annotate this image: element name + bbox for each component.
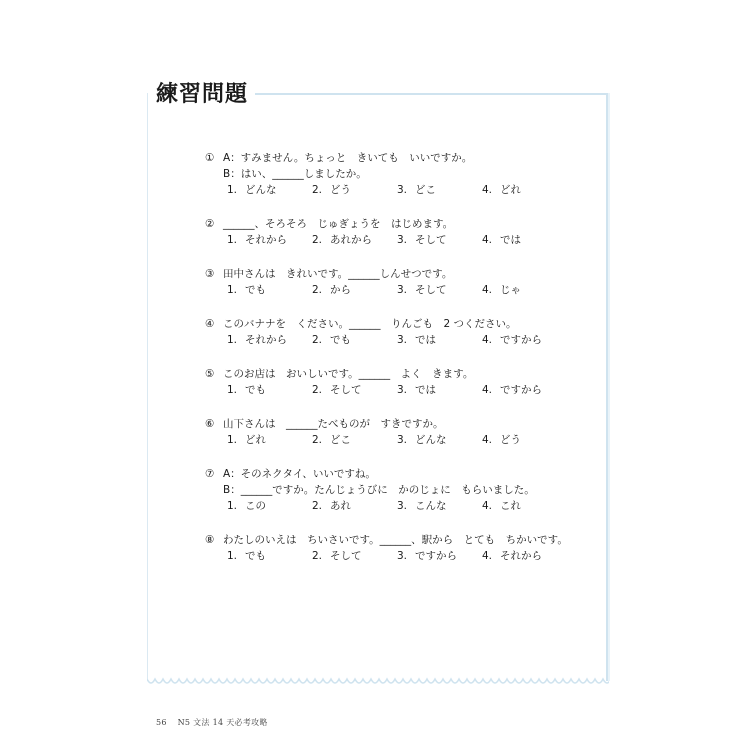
- question-text: 田中さんは きれいです。______しんせつです。: [223, 268, 453, 280]
- choice-text: どう: [500, 434, 521, 446]
- answer-choice: [312, 432, 397, 448]
- choice-number: 4.: [482, 384, 493, 396]
- frame-top-border: [255, 93, 607, 95]
- question-marker: ⑤: [205, 368, 215, 380]
- answer-choice: [227, 232, 312, 248]
- choice-text: それから: [500, 550, 542, 562]
- choice-text: どう: [330, 184, 351, 196]
- page-number: 56: [156, 718, 167, 727]
- question-6: [205, 416, 585, 448]
- choice-text: どんな: [415, 434, 447, 446]
- question-text: A：すみません。ちょっと きいても いいですか。: [223, 152, 473, 164]
- answer-choice: [397, 332, 482, 348]
- question-text: A：そのネクタイ、いいですね。: [223, 468, 376, 480]
- question-1: [205, 150, 585, 198]
- answer-choice: [312, 332, 397, 348]
- choice-number: 4.: [482, 334, 493, 346]
- question-dialog-line: [205, 482, 585, 498]
- choice-number: 1.: [227, 284, 238, 296]
- answer-choice: [397, 182, 482, 198]
- choice-text: では: [500, 234, 521, 246]
- question-stem: [205, 366, 585, 382]
- question-text: わたしのいえは ちいさいです。______、駅から とても ちかいです。: [223, 534, 568, 546]
- choice-text: では: [415, 384, 436, 396]
- question-list: [205, 150, 585, 564]
- choice-number: 4.: [482, 284, 493, 296]
- answer-choice: [227, 432, 312, 448]
- choice-text: どんな: [245, 184, 277, 196]
- answer-choices: [205, 432, 585, 448]
- question-stem: [205, 266, 585, 282]
- answer-choice: [482, 182, 567, 198]
- question-7: [205, 466, 585, 514]
- answer-choice: [397, 432, 482, 448]
- question-text: B：______ですか。たんじょうびに かのじょに もらいました。: [223, 484, 535, 496]
- question-text: 山下さんは ______たべものが すきですか。: [223, 418, 444, 430]
- scalloped-border: [147, 677, 609, 687]
- question-text: このお店は おいしいです。______ よく きます。: [223, 368, 474, 380]
- question-8: [205, 532, 585, 564]
- answer-choices: [205, 548, 585, 564]
- answer-choices: [205, 232, 585, 248]
- choice-text: どこ: [415, 184, 436, 196]
- question-dialog-line: [205, 166, 585, 182]
- question-stem: [205, 466, 585, 482]
- choice-number: 3.: [397, 284, 408, 296]
- choice-number: 2.: [312, 184, 323, 196]
- question-stem: [205, 416, 585, 432]
- choice-text: これ: [500, 500, 521, 512]
- question-5: [205, 366, 585, 398]
- choice-text: この: [245, 500, 266, 512]
- question-marker: ⑥: [205, 418, 215, 430]
- answer-choice: [482, 282, 567, 298]
- choice-number: 4.: [482, 234, 493, 246]
- answer-choices: [205, 382, 585, 398]
- answer-choice: [227, 382, 312, 398]
- question-marker: ②: [205, 218, 215, 230]
- answer-choice: [227, 182, 312, 198]
- answer-choice: [397, 548, 482, 564]
- choice-text: ですから: [500, 334, 542, 346]
- question-marker: ④: [205, 318, 215, 330]
- choice-text: ですから: [415, 550, 457, 562]
- choice-text: でも: [245, 384, 266, 396]
- answer-choice: [482, 332, 567, 348]
- question-stem: [205, 150, 585, 166]
- choice-number: 2.: [312, 334, 323, 346]
- choice-text: あれ: [330, 500, 351, 512]
- answer-choices: [205, 182, 585, 198]
- choice-number: 2.: [312, 284, 323, 296]
- page-footer: [156, 717, 268, 728]
- choice-text: こんな: [415, 500, 447, 512]
- question-stem: [205, 532, 585, 548]
- question-text: ______、そろそろ じゅぎょうを はじめます。: [223, 218, 454, 230]
- choice-number: 1.: [227, 384, 238, 396]
- question-marker: ③: [205, 268, 215, 280]
- answer-choice: [397, 282, 482, 298]
- answer-choice: [482, 382, 567, 398]
- choice-text: でも: [330, 334, 351, 346]
- choice-number: 4.: [482, 500, 493, 512]
- choice-text: それから: [245, 234, 287, 246]
- choice-text: そして: [330, 384, 362, 396]
- choice-number: 3.: [397, 550, 408, 562]
- choice-text: そして: [330, 550, 362, 562]
- choice-number: 1.: [227, 184, 238, 196]
- answer-choice: [482, 432, 567, 448]
- answer-choice: [227, 282, 312, 298]
- choice-text: どれ: [500, 184, 521, 196]
- answer-choice: [227, 548, 312, 564]
- choice-number: 2.: [312, 434, 323, 446]
- choice-text: どこ: [330, 434, 351, 446]
- question-text: B：はい、______しましたか。: [223, 168, 367, 180]
- choice-text: から: [330, 284, 351, 296]
- choice-number: 2.: [312, 550, 323, 562]
- answer-choice: [397, 382, 482, 398]
- choice-text: それから: [245, 334, 287, 346]
- choice-text: どれ: [245, 434, 266, 446]
- answer-choice: [397, 232, 482, 248]
- choice-number: 3.: [397, 234, 408, 246]
- choice-text: ですから: [500, 384, 542, 396]
- choice-text: そして: [415, 234, 447, 246]
- choice-number: 4.: [482, 550, 493, 562]
- choice-number: 1.: [227, 334, 238, 346]
- choice-text: じゃ: [500, 284, 521, 296]
- question-2: [205, 216, 585, 248]
- answer-choice: [312, 232, 397, 248]
- answer-choice: [312, 382, 397, 398]
- choice-number: 2.: [312, 234, 323, 246]
- choice-number: 3.: [397, 184, 408, 196]
- choice-text: でも: [245, 550, 266, 562]
- question-marker: ⑧: [205, 534, 215, 546]
- question-text: このバナナを ください。______ りんごも 2 つください。: [223, 318, 517, 330]
- answer-choice: [482, 548, 567, 564]
- answer-choice: [482, 232, 567, 248]
- choice-number: 3.: [397, 500, 408, 512]
- question-marker: ①: [205, 152, 215, 164]
- answer-choice: [397, 498, 482, 514]
- choice-text: そして: [415, 284, 447, 296]
- answer-choice: [227, 498, 312, 514]
- answer-choice: [482, 498, 567, 514]
- answer-choice: [312, 548, 397, 564]
- question-marker: ⑦: [205, 468, 215, 480]
- choice-number: 1.: [227, 234, 238, 246]
- answer-choice: [312, 498, 397, 514]
- answer-choice: [312, 282, 397, 298]
- choice-number: 3.: [397, 434, 408, 446]
- choice-number: 3.: [397, 334, 408, 346]
- choice-number: 1.: [227, 500, 238, 512]
- question-4: [205, 316, 585, 348]
- choice-number: 2.: [312, 500, 323, 512]
- choice-number: 1.: [227, 434, 238, 446]
- answer-choices: [205, 332, 585, 348]
- answer-choice: [227, 332, 312, 348]
- question-stem: [205, 316, 585, 332]
- choice-number: 4.: [482, 434, 493, 446]
- choice-text: でも: [245, 284, 266, 296]
- question-3: [205, 266, 585, 298]
- section-title: 練習問題: [156, 80, 252, 110]
- choice-number: 3.: [397, 384, 408, 396]
- answer-choice: [312, 182, 397, 198]
- choice-number: 4.: [482, 184, 493, 196]
- answer-choices: [205, 282, 585, 298]
- choice-text: あれから: [330, 234, 372, 246]
- choice-number: 2.: [312, 384, 323, 396]
- question-stem: [205, 216, 585, 232]
- choice-number: 1.: [227, 550, 238, 562]
- book-title: N5 文法 14 天必考攻略: [177, 718, 268, 727]
- answer-choices: [205, 498, 585, 514]
- choice-text: では: [415, 334, 436, 346]
